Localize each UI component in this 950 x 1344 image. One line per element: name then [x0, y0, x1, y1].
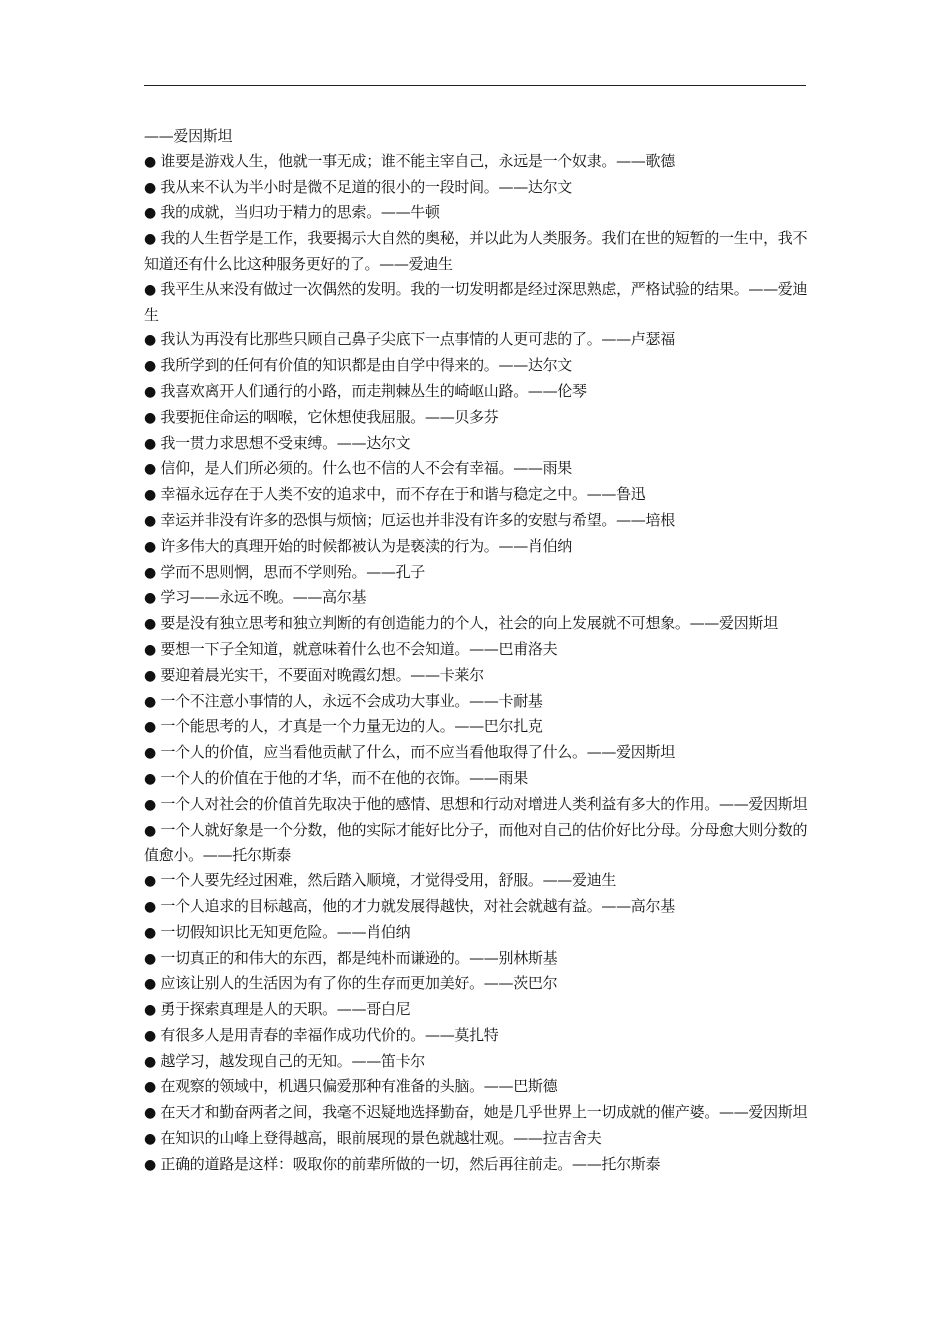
- quote-text: 要迎着晨光实干，不要面对晚霞幻想。——卡莱尔: [160, 665, 484, 684]
- quote-text: 一个不注意小事情的人，永远不会成功大事业。——卡耐基: [160, 691, 543, 710]
- header-rule: [144, 85, 806, 86]
- bullet-icon: ●: [144, 950, 156, 967]
- quote-item: [144, 149, 816, 175]
- quote-item: [144, 868, 816, 894]
- quote-item: [144, 1152, 816, 1178]
- bullet-icon: ●: [144, 1027, 156, 1044]
- quote-list: [144, 124, 816, 1178]
- quote-item: [144, 534, 816, 560]
- quote-item: [144, 379, 816, 405]
- bullet-icon: ●: [144, 231, 156, 248]
- quote-item: [144, 1074, 816, 1100]
- bullet-icon: ●: [144, 487, 156, 504]
- quote-text: 我的人生哲学是工作，我要揭示大自然的奥秘，并以此为人类服务。我们在世的短暂的一生中，我不知道还有什么比这种服务更好的了。——爱迪生: [144, 229, 808, 273]
- quote-text: 在知识的山峰上登得越高，眼前展现的景色就越壮观。——拉吉舍夫: [160, 1129, 602, 1148]
- quote-item: [144, 637, 816, 663]
- quote-text: 正确的道路是这样：吸取你的前辈所做的一切，然后再往前走。——托尔斯泰: [160, 1154, 661, 1173]
- quote-text: 一个人追求的目标越高，他的才力就发展得越快，对社会就越有益。——高尔基: [160, 896, 675, 915]
- quote-item: [144, 946, 816, 972]
- quote-item: [144, 689, 816, 715]
- quote-item: [144, 1023, 816, 1049]
- quote-item: [144, 175, 816, 201]
- quote-item: [144, 353, 816, 379]
- quote-text: 谁要是游戏人生，他就一事无成；谁不能主宰自己，永远是一个奴隶。——歌德: [160, 151, 675, 170]
- quote-item: [144, 482, 816, 508]
- quote-text: 越学习，越发现自己的无知。——笛卡尔: [160, 1051, 425, 1070]
- bullet-icon: ●: [144, 873, 156, 890]
- quote-text: 要是没有独立思考和独立判断的有创造能力的个人，社会的向上发展就不可想象。——爱因斯坦: [160, 614, 778, 633]
- bullet-icon: ●: [144, 461, 156, 478]
- bullet-icon: ●: [144, 745, 156, 762]
- quote-item: [144, 560, 816, 586]
- quote-item: [144, 611, 816, 637]
- quote-item: [144, 277, 816, 328]
- quote-item: [144, 1126, 816, 1152]
- quote-text: 要想一下子全知道，就意味着什么也不会知道。——巴甫洛夫: [160, 639, 558, 658]
- bullet-icon: ●: [144, 538, 156, 555]
- quote-text: 我平生从来没有做过一次偶然的发明。我的一切发明都是经过深思熟虑，严格试验的结果。——爱迪生: [144, 279, 808, 324]
- bullet-icon: ●: [144, 719, 156, 736]
- quote-text: 我要扼住命运的咽喉，它休想使我屈服。——贝多芬: [160, 407, 499, 426]
- bullet-icon: ●: [144, 976, 156, 993]
- bullet-icon: ●: [144, 898, 156, 915]
- bullet-icon: ●: [144, 564, 156, 581]
- bullet-icon: ●: [144, 383, 156, 400]
- bullet-icon: ●: [144, 693, 156, 710]
- bullet-icon: ●: [144, 358, 156, 375]
- quote-text: 一个能思考的人，才真是一个力量无边的人。——巴尔扎克: [160, 717, 543, 736]
- bullet-icon: ●: [144, 1156, 156, 1173]
- quote-text: ——爱因斯坦: [144, 127, 233, 145]
- quote-text: 我所学到的任何有价值的知识都是由自学中得来的。——达尔文: [160, 356, 572, 375]
- quote-text: 勇于探索真理是人的天职。——哥白尼: [160, 1000, 411, 1019]
- bullet-icon: ●: [144, 281, 156, 298]
- bullet-icon: ●: [144, 1131, 156, 1148]
- quote-item: [144, 226, 816, 277]
- quote-item: [144, 740, 816, 766]
- bullet-icon: ●: [144, 590, 156, 607]
- quote-text: 一个人要先经过困难，然后踏入顺境，才觉得受用，舒服。——爱迪生: [160, 871, 617, 890]
- quote-text: 我的成就，当归功于精力的思索。——牛顿: [160, 203, 440, 222]
- quote-item: [144, 997, 816, 1023]
- quote-item: [144, 431, 816, 457]
- quote-item: [144, 1100, 816, 1126]
- bullet-icon: ●: [144, 179, 156, 196]
- quote-text: 我一贯力求思想不受束缚。——达尔文: [160, 433, 411, 452]
- quote-text: 一个人对社会的价值首先取决于他的感情、思想和行动对增进人类利益有多大的作用。——爱因斯坦: [160, 794, 808, 813]
- quote-text: 我喜欢离开人们通行的小路，而走荆棘丛生的崎岖山路。——伦琴: [160, 381, 587, 400]
- bullet-icon: ●: [144, 153, 156, 170]
- bullet-icon: ●: [144, 667, 156, 684]
- quote-text: 幸福永远存在于人类不安的追求中，而不存在于和谐与稳定之中。——鲁迅: [160, 485, 646, 504]
- quote-item: [144, 971, 816, 997]
- bullet-icon: ●: [144, 770, 156, 787]
- quote-item: [144, 792, 816, 818]
- bullet-icon: ●: [144, 435, 156, 452]
- bullet-icon: ●: [144, 616, 156, 633]
- quote-item: [144, 714, 816, 740]
- bullet-icon: ●: [144, 796, 156, 813]
- quote-item: [144, 405, 816, 431]
- quote-text: 许多伟大的真理开始的时候都被认为是亵渎的行为。——肖伯纳: [160, 536, 572, 555]
- quote-text: 应该让别人的生活因为有了你的生存而更加美好。——茨巴尔: [160, 974, 558, 993]
- quote-item: [144, 508, 816, 534]
- quote-item: [144, 1049, 816, 1075]
- bullet-icon: ●: [144, 822, 156, 839]
- quote-item: [144, 663, 816, 689]
- quote-text: 一个人就好象是一个分数，他的实际才能好比分子，而他对自己的估价好比分母。分母愈大则分数的值愈小。——托尔斯泰: [144, 820, 808, 865]
- bullet-icon: ●: [144, 332, 156, 349]
- bullet-icon: ●: [144, 1079, 156, 1096]
- quote-text: 学而不思则惘，思而不学则殆。——孔子: [160, 562, 425, 581]
- quote-continuation: [144, 124, 816, 149]
- quote-text: 信仰，是人们所必须的。什么也不信的人不会有幸福。——雨果: [160, 459, 572, 478]
- quote-text: 我从来不认为半小时是微不足道的很小的一段时间。——达尔文: [160, 177, 572, 196]
- quote-text: 有很多人是用青春的幸福作成功代价的。——莫扎特: [160, 1025, 499, 1044]
- bullet-icon: ●: [144, 409, 156, 426]
- quote-item: [144, 766, 816, 792]
- quote-text: 在观察的领域中，机遇只偏爱那种有准备的头脑。——巴斯德: [160, 1077, 558, 1096]
- quote-item: [144, 920, 816, 946]
- bullet-icon: ●: [144, 924, 156, 941]
- bullet-icon: ●: [144, 1105, 156, 1122]
- bullet-icon: ●: [144, 641, 156, 658]
- quote-text: 幸运并非没有许多的恐惧与烦恼；厄运也并非没有许多的安慰与希望。——培根: [160, 510, 675, 529]
- quote-text: 一个人的价值，应当看他贡献了什么，而不应当看他取得了什么。——爱因斯坦: [160, 743, 675, 762]
- quote-text: 一切假知识比无知更危险。——肖伯纳: [160, 922, 411, 941]
- quote-text: 一个人的价值在于他的才华，而不在他的衣饰。——雨果: [160, 768, 528, 787]
- bullet-icon: ●: [144, 205, 156, 222]
- quote-item: [144, 200, 816, 226]
- quote-text: 一切真正的和伟大的东西，都是纯朴而谦逊的。——别林斯基: [160, 948, 558, 967]
- bullet-icon: ●: [144, 1053, 156, 1070]
- quote-item: [144, 456, 816, 482]
- quote-text: 我认为再没有比那些只顾自己鼻子尖底下一点事情的人更可悲的了。——卢瑟福: [160, 330, 675, 349]
- quote-item: [144, 585, 816, 611]
- quote-text: 在天才和勤奋两者之间，我毫不迟疑地选择勤奋，她是几乎世界上一切成就的催产婆。——爱因斯坦: [160, 1103, 808, 1122]
- bullet-icon: ●: [144, 1002, 156, 1019]
- quote-item: [144, 894, 816, 920]
- quote-text: 学习——永远不晚。——高尔基: [160, 588, 367, 607]
- quote-item: [144, 327, 816, 353]
- quote-item: [144, 818, 816, 869]
- bullet-icon: ●: [144, 512, 156, 529]
